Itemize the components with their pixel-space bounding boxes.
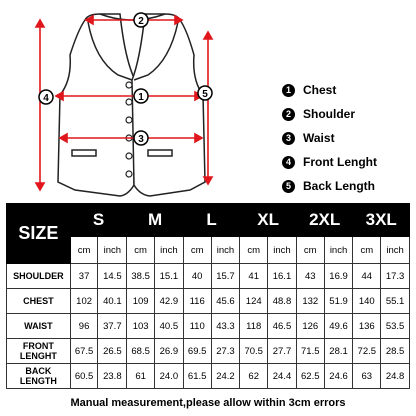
table-cell: 23.8 xyxy=(98,364,127,389)
table-cell: 71.5 xyxy=(296,339,324,364)
table-cell: 96 xyxy=(70,314,98,339)
marker-front-length xyxy=(39,90,53,104)
table-cell: 63 xyxy=(353,364,381,389)
table-cell: 70.5 xyxy=(240,339,268,364)
table-cell: 26.9 xyxy=(155,339,184,364)
svg-text:5: 5 xyxy=(202,89,208,100)
unit-cm: cm xyxy=(127,237,155,264)
row-label: FRONT LENGHT xyxy=(7,339,71,364)
table-cell: 27.7 xyxy=(268,339,297,364)
size-header-xl: XL xyxy=(240,204,297,237)
table-cell: 45.6 xyxy=(211,289,240,314)
table-cell: 24.0 xyxy=(155,364,184,389)
size-header-row xyxy=(7,204,410,237)
table-cell: 67.5 xyxy=(70,339,98,364)
measurement-legend xyxy=(282,78,412,198)
size-header-2xl: 2XL xyxy=(296,204,353,237)
table-cell: 103 xyxy=(127,314,155,339)
size-header-s: S xyxy=(70,204,127,237)
table-cell: 40.5 xyxy=(155,314,184,339)
row-label: WAIST xyxy=(7,314,71,339)
table-cell: 62 xyxy=(240,364,268,389)
legend-number: 3 xyxy=(282,132,295,145)
table-cell: 51.9 xyxy=(324,289,353,314)
table-cell: 24.6 xyxy=(324,364,353,389)
table-cell: 48.8 xyxy=(268,289,297,314)
size-chart-table xyxy=(6,203,410,389)
legend-item-waist xyxy=(282,126,412,150)
unit-cm: cm xyxy=(183,237,211,264)
row-label: BACK LENGTH xyxy=(7,364,71,389)
marker-back-length xyxy=(198,86,212,100)
unit-cm: cm xyxy=(296,237,324,264)
legend-number: 4 xyxy=(282,156,295,169)
row-label: SHOULDER xyxy=(7,264,71,289)
table-cell: 43 xyxy=(296,264,324,289)
size-header-3xl: 3XL xyxy=(353,204,410,237)
table-cell: 27.3 xyxy=(211,339,240,364)
unit-inch: inch xyxy=(211,237,240,264)
table-cell: 40.1 xyxy=(98,289,127,314)
table-cell: 28.5 xyxy=(381,339,410,364)
unit-inch: inch xyxy=(98,237,127,264)
unit-inch: inch xyxy=(155,237,184,264)
legend-number: 5 xyxy=(282,180,295,193)
table-row xyxy=(7,364,410,389)
table-cell: 124 xyxy=(240,289,268,314)
table-cell: 49.6 xyxy=(324,314,353,339)
svg-text:4: 4 xyxy=(43,93,49,104)
table-cell: 68.5 xyxy=(127,339,155,364)
legend-label: Back Length xyxy=(303,179,376,193)
table-cell: 118 xyxy=(240,314,268,339)
table-cell: 37 xyxy=(70,264,98,289)
table-cell: 14.5 xyxy=(98,264,127,289)
legend-item-back-length xyxy=(282,174,412,198)
unit-inch: inch xyxy=(381,237,410,264)
table-cell: 46.5 xyxy=(268,314,297,339)
measurement-note: Manual measurement,please allow within 3cm errors xyxy=(70,397,346,409)
unit-cm: cm xyxy=(70,237,98,264)
legend-item-front-length xyxy=(282,150,412,174)
size-table-body xyxy=(7,264,410,389)
legend-label: Shoulder xyxy=(303,107,356,121)
svg-text:3: 3 xyxy=(138,134,144,145)
table-cell: 38.5 xyxy=(127,264,155,289)
table-cell: 24.4 xyxy=(268,364,297,389)
size-column-header: SIZE xyxy=(7,204,71,264)
legend-item-chest xyxy=(282,78,412,102)
vest-outline xyxy=(58,14,205,196)
row-label: CHEST xyxy=(7,289,71,314)
table-cell: 61 xyxy=(127,364,155,389)
table-row xyxy=(7,314,410,339)
legend-number: 2 xyxy=(282,108,295,121)
svg-text:2: 2 xyxy=(138,16,144,27)
legend-label: Waist xyxy=(303,131,335,145)
size-header-m: M xyxy=(127,204,184,237)
table-cell: 61.5 xyxy=(183,364,211,389)
table-cell: 26.5 xyxy=(98,339,127,364)
marker-waist xyxy=(134,131,148,145)
unit-inch: inch xyxy=(324,237,353,264)
table-cell: 16.1 xyxy=(268,264,297,289)
table-cell: 16.9 xyxy=(324,264,353,289)
unit-cm: cm xyxy=(240,237,268,264)
legend-number: 1 xyxy=(282,84,295,97)
table-cell: 55.1 xyxy=(381,289,410,314)
table-cell: 69.5 xyxy=(183,339,211,364)
table-cell: 17.3 xyxy=(381,264,410,289)
table-cell: 42.9 xyxy=(155,289,184,314)
table-cell: 24.8 xyxy=(381,364,410,389)
table-cell: 109 xyxy=(127,289,155,314)
table-cell: 43.3 xyxy=(211,314,240,339)
table-cell: 126 xyxy=(296,314,324,339)
table-cell: 102 xyxy=(70,289,98,314)
table-cell: 60.5 xyxy=(70,364,98,389)
legend-label: Front Lenght xyxy=(303,155,377,169)
table-cell: 15.7 xyxy=(211,264,240,289)
table-cell: 15.1 xyxy=(155,264,184,289)
table-cell: 132 xyxy=(296,289,324,314)
table-cell: 62.5 xyxy=(296,364,324,389)
legend-label: Chest xyxy=(303,83,337,97)
marker-shoulder xyxy=(134,13,148,27)
table-cell: 140 xyxy=(353,289,381,314)
table-cell: 72.5 xyxy=(353,339,381,364)
unit-cm: cm xyxy=(353,237,381,264)
table-row xyxy=(7,289,410,314)
table-cell: 40 xyxy=(183,264,211,289)
size-header-l: L xyxy=(183,204,240,237)
table-cell: 41 xyxy=(240,264,268,289)
table-cell: 24.2 xyxy=(211,364,240,389)
table-cell: 110 xyxy=(183,314,211,339)
table-row xyxy=(7,339,410,364)
table-row xyxy=(7,264,410,289)
table-cell: 136 xyxy=(353,314,381,339)
svg-text:1: 1 xyxy=(138,92,144,103)
table-cell: 44 xyxy=(353,264,381,289)
table-cell: 116 xyxy=(183,289,211,314)
unit-inch: inch xyxy=(268,237,297,264)
table-cell: 53.5 xyxy=(381,314,410,339)
marker-chest xyxy=(134,89,148,103)
table-cell: 28.1 xyxy=(324,339,353,364)
legend-item-shoulder xyxy=(282,102,412,126)
table-cell: 37.7 xyxy=(98,314,127,339)
